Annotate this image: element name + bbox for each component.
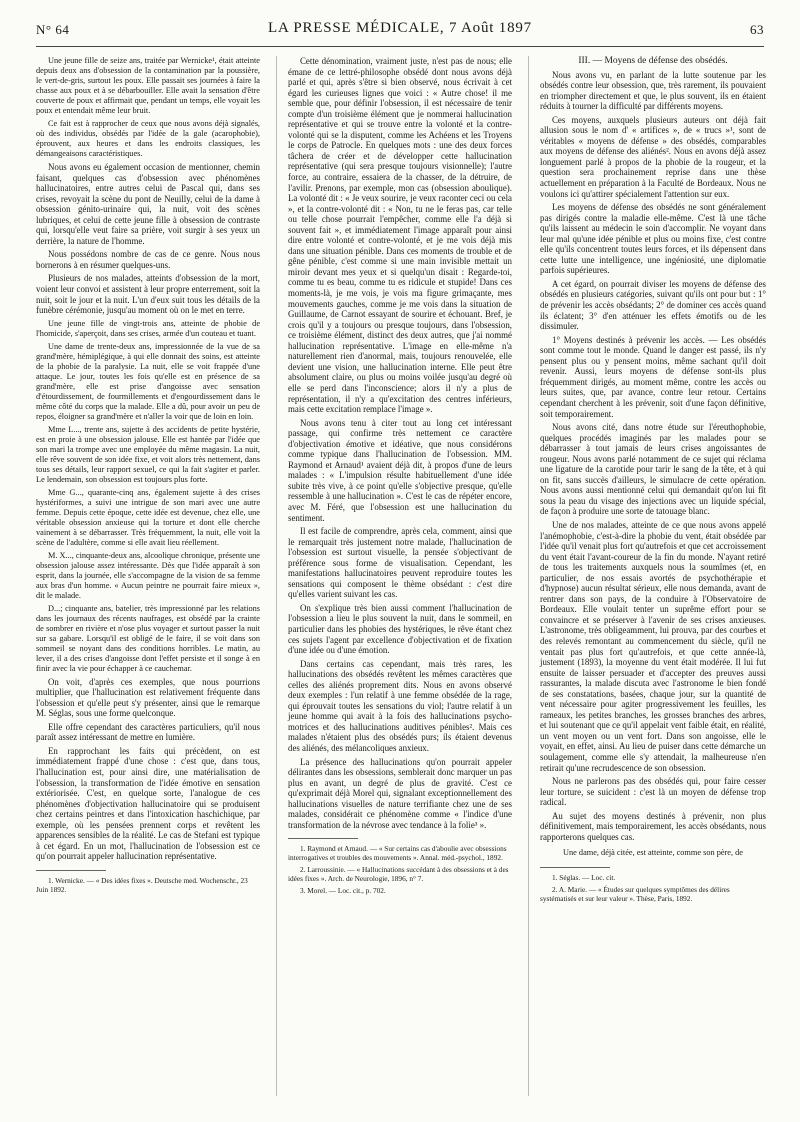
footnote: 1. Raymond et Arnaud. — « Sur certains cas d'aboulie avec obsessions interrogatives et troubles des mouvements ». Annal. méd.-psychol., 1892. <box>288 844 507 863</box>
case-report: Mme L..., trente ans, sujette à des accidents de petite hystérie, est en proie à une obsession jalouse. Elle est hantée par l'idée que son mari la trompe avec une employée du même magasin. La nuit, elle rêve souvent de son idée fixe, et voit alors très nettement, dans tous ses détails, leur rapport sexuel, ce qui la fait s'agiter et parler. Le lendemain, son obsession est toujours plus forte. <box>36 424 260 484</box>
paragraph: Nous avons cité, dans notre étude sur l'éreuthophobie, quelques procédés imaginés par les malades pour se débarrasser à tout jamais de leurs crises angoissantes de rougeur. Nous avons parlé notamment de ce sujet qui réclama une ligature de la carotide pour tarir le sang de la tête, et à qui on fit, sans succès d'ailleurs, le simulacre de cette opération. Nous avons aussi mentionné celui qui demandait qu'on lui fît sous la peau du visage des injections avec un liquide spécial, de façon à produire une sorte de tatouage blanc. <box>540 422 766 517</box>
paragraph: Nous possédons nombre de cas de ce genre. Nous nous bornerons à en résumer quelques-uns. <box>36 249 260 270</box>
paragraph: Plusieurs de nos malades, atteints d'obsession de la mort, voient leur convoi et assistent à leur propre enterrement, soit la nuit, soit le jour et la nuit. L'un d'eux suit tous les détails de la funèbre cérémonie, jusqu'au moment où on le met en terre. <box>36 273 260 316</box>
paragraph: Il est facile de comprendre, après cela, comment, ainsi que le remarquait très justement notre malade, l'hallucination de l'obsession est surtout visuelle, la pensée s'objectivant de préférence sous forme de visualisation. Cependant, les manifestations hallucinatoires peuvent reproduire toutes les sensations qui composent le thème obsédant : c'est dire qu'elles varient suivant les cas. <box>288 526 512 600</box>
paragraph: En rapprochant les faits qui précèdent, on est immédiatement frappé d'une chose : c'est que, dans tous, l'hallucination est, pour ainsi dire, une matérialisation de l'obsession, la transformation de l'idée émotive en sensation extériorisée. C'est, en quelque sorte, l'analogue de ces phénomènes d'objectivation hallucinatoire qui se produisent chez certains peintres et dans l'intoxication haschichique, par exemple, où les pensées prennent corps et revêtent les apparences sensibles de la réalité. Le cas de Stefani est typique à cet égard. En un mot, l'hallucination de l'obsession est ce qu'on pourrait appeler hallucination représentative. <box>36 745 260 862</box>
column-1 <box>36 56 260 894</box>
paragraph: Une de nos malades, atteinte de ce que nous avons appelé l'anémophobie, c'est-à-dire la phobie du vent, était obsédée par l'idée qu'il venait plus fort qu'autrefois et que cet accroissement du vent était l'avant-coureur de la fin du monde. N'ayant retiré de tous les traitements auxquels nous la soumîmes (et, en particulier, de nos essais avortés de psychothérapie et d'hypnose) aucun résultat sérieux, elle nous demanda, avant de rentrer dans son pays, de la conduire à l'Observatoire de Bordeaux. Elle voulait tenter un suprême effort pour se convaincre et se préserver à l'avenir de ses crises anxieuses. L'astronome, très obligeamment, lui prouva, par des courbes et des relevés remontant au commencement du siècle, qu'il ne ventait pas plus fort qu'autrefois, et que cette année-là, justement (1893), la moyenne du vent était modérée. Il lui fut ensuite de laisser persuader et d'accepter des preuves aussi rassurantes, la malade discuta avec l'astronome le bien fondé de ses constatations, basées, chaque jour, sur la quantité de vent nécessaire pour agiter progressivement les feuilles, les rameaux, les petites branches, les grosses branches des arbres, et lui soutenant que ce qu'il appelait vent faible était, en réalité, un vent moyen ou un vent fort. Dans son angoisse, elle le voyait, en effet, ainsi. Au lieu de puiser dans cette démarche un soulagement, comme elle s'y attendait, la malheureuse n'en retirait qu'une recrudescence de son obsession. <box>540 519 766 773</box>
column-divider <box>276 56 277 1096</box>
paragraph: Dans certains cas cependant, mais très rares, les hallucinations des obsédés revêtent les mêmes caractères que celles des aliénés proprement dits. Nous en avons observé deux exemples : l'un relatif à une femme obsédée de la rage, qui éprouvait toutes les sensations du viol; l'autre relatif à un jeune homme qui avait à la fois des hallucinations psycho-motrices et des hallucinations auditives pénibles². Mais ces malades n'étaient plus des obsédés purs; ils étaient devenus des aliénés, des mélancoliques anxieux. <box>288 658 512 753</box>
paragraph: Au sujet des moyens destinés à prévenir, non plus définitivement, mais temporairement, les accès obsédants, nous rapporterons quelques cas. <box>540 810 766 842</box>
footnote-rule <box>540 867 610 868</box>
page-header <box>36 20 764 44</box>
footnote: 2. Larroussinie. — « Hallucinations succédant à des obsessions et à des idées fixes ». Arch. de Neurologie, 1896, n° 7. <box>288 865 509 884</box>
page-number: 63 <box>750 22 764 37</box>
paragraph: Cette dénomination, vraiment juste, n'est pas de nous; elle émane de ce lettré-philosophe obsédé dont nous avons déjà parlé et qui, après s'être si bien observé, nous écrivait à cet égard les curieuses lignes que voici : « Autre chose! il me semble que, pour définir l'obsession, il est nécessaire de tenir compte d'un troisième élément que je nommerai hallucination représentative et qui se trouve entre la volonté et la contre-volonté qui se la disputent, comme les Achéens et les Troyens le corps de Patrocle. En quelques mots : une des deux forces tâchera de créer et de développer cette hallucination représentative (qui sera presque toujours visionnelle); l'autre force, au contraire, essaiera de la chasser, de la détruire, de l'avilir. Prenons, par exemple, mon cas (obsession aboulique). La volonté dit : « Je veux sourire, je veux raconter ceci ou cela », et la contre-volonté dit : « Non, tu ne le feras pas, car telle ou telle chose pourrait l'empêcher, comme elle l'a déjà si souvent fait », et immédiatement l'image apparaît pour ainsi dire entre volonté et contre-volonté, et je me vois déjà mis dans une situation pénible. Dans ces moments de trouble et de gêne pénible, c'est comme si une main invisible mettait un miroir devant mes yeux et si quelqu'un disait : Regarde-toi, comme tu es beau, comme tu es ridicule et stupide! Dans ces moments-là, je me vois, je vois ma figure grimaçante, mes mouvements gauches, comme je me vois dans la situation de Guillaume, de Carnot essayant de sourire et échouant. Bref, je crois qu'il y a toujours ou presque toujours, dans l'obsession, ce troisième élément, distinct des deux autres, que j'ai nommé hallucination représentative. L'image en elle-même n'a naturellement rien d'anormal, mais, toujours renouvelée, elle devient une vision, une hallucination interne. Elle peut être absolument claire, ou plus ou moins voilée jusqu'au degré où elle se perd dans l'inconscience; alors il n'y a plus de représentation, il n'y a qu'excitation des centres inférieurs, mais cette excitation remplace l'image ». <box>288 56 512 415</box>
paragraph: Nous avons tenu à citer tout au long cet intéressant passage, qui confirme très nettement ce caractère d'objectivation émotive et idéative, que nous considérons comme typique dans l'hallucination de l'obsession. MM. Raymond et Arnaud¹ avaient déjà dit, à propos d'une de leurs malades : « L'impulsion résulte habituellement d'une idée subite très vive, à ce point qu'elle s'objective presque, qu'elle ressemble à une hallucination ». C'est le cas de répéter encore, avec M. Féré, que l'obsession est une hallucination du sentiment. <box>288 417 512 523</box>
case-report: Une dame de trente-deux ans, impressionnée de la vue de sa grand'mère, hémiplégique, à qui elle donnait des soins, est atteinte de la phobie de la paralysie. La nuit, elle se voit frappée d'une attaque. Le jour, toutes les fois qu'elle est en présence de sa grand'mère, elle est prise d'angoisse avec sensation d'étourdissement, de fourmillements et d'engourdissement dans le même côté du corps que la malade. Elle a dû, pour avoir un peu de repos, éloigner sa grand'mère et n'aller la voir que de loin en loin. <box>36 341 260 421</box>
footnote-rule <box>36 870 106 871</box>
column-2 <box>288 56 512 895</box>
case-report: Mme G..., quarante-cinq ans, également sujette à des crises hystériformes, a suivi une intrigue de son mari avec une autre femme. Depuis cette époque, cette idée est devenue, chez elle, une véritable obsession anxieuse qui la torture et dont elle cherche vainement à se débarrasser. Très fréquemment, la nuit, elle voit la scène de l'adultère, comme si elle avait lieu réellement. <box>36 487 260 547</box>
footnote: 1. Séglas. — Loc. cit. <box>552 872 616 882</box>
issue-number: N° 64 <box>36 22 70 37</box>
footnote-rule <box>288 838 358 839</box>
paragraph: A cet égard, on pourrait diviser les moyens de défense des obsédés en plusieurs catégories, suivant qu'ils ont pour but : 1° de prévenir les accès obsédants; 2° de dominer ces accès quand ils éclatent; 3° d'en atténuer les effets émotifs ou de les dissimuler. <box>540 278 766 332</box>
section-title: III. — Moyens de défense des obsédés. <box>578 56 728 66</box>
paragraph: La présence des hallucinations qu'on pourrait appeler délirantes dans les obsessions, semblerait donc marquer un pas plus en avant, un degré de plus de gravité. C'est ce qu'exprimait déjà Morel qui, signalant exceptionnellement des hallucinations visuelles de nature terrifiante chez une de ses malades, considérait ce phénomène comme « l'indice d'une transformation de la névrose avec tendance à la folie³ ». <box>288 756 512 830</box>
footnote: 3. Morel. — Loc. cit., p. 702. <box>300 886 386 896</box>
header-rule <box>36 46 764 47</box>
paragraph: Elle offre cependant des caractères particuliers, qu'il nous paraît assez intéressant de mettre en lumière. <box>36 721 260 743</box>
paragraph: Nous avons vu, en parlant de la lutte soutenue par les obsédés contre leur obsession, que, très rarement, ils pouvaient en triompher directement et que, le plus souvent, ils en étaient réduits à tourner la difficulté par différents moyens. <box>540 69 766 112</box>
paragraph: Ce fait est à rapprocher de ceux que nous avons déjà signalés, où des individus, obsédés par l'idée de la gale (acarophobie), éprouvent, aux heures et dans les endroits classiques, les démangeaisons caractéristiques. <box>36 119 260 158</box>
paragraph: On s'explique très bien aussi comment l'hallucination de l'obsession a lieu le plus souvent la nuit, dans le sommeil, en particulier dans les phobies des hystériques, le rêve étant chez ces sujets l'agent par excellence d'objectivation et de fixation d'une idée ou d'une émotion. <box>288 602 512 656</box>
column-divider <box>528 56 529 1096</box>
case-intro: Une dame, déjà citée, est atteinte, comme son père, de <box>563 848 743 858</box>
paragraph: Nous ne parlerons pas des obsédés qui, pour faire cesser leur torture, se suicident : c'est là un moyen de défense trop radical. <box>540 776 766 808</box>
journal-title: LA PRESSE MÉDICALE, 7 Août 1897 <box>268 20 532 36</box>
column-3 <box>540 56 766 903</box>
paragraph: Nous avons eu également occasion de mentionner, chemin faisant, quelques cas d'obsession avec phénomènes hallucinatoires, entre autres celui de Pascal qui, dans ses crises, revoyait la scène du pont de Neuilly, celui de la dame à obsession génito-urinaire qui, la nuit, voit des scènes lubriques, et celui de cette jeune fille à obsession de contraste qui, lorsqu'elle veut faire sa prière, voit surgir à ses yeux un derrière, la nature de l'homme. <box>36 162 260 246</box>
paragraph: On voit, d'après ces exemples, que nous pourrions multiplier, que l'hallucination est relativement fréquente dans l'obsession et qu'elle peut s'y présenter, ainsi que le remarque M. Séglas, sous une forme quelconque. <box>36 676 260 719</box>
paragraph: 1° Moyens destinés à prévenir les accès. — Les obsédés sont comme tout le monde. Quand le danger est passé, ils n'y pensent plus ou y pensent moins, même sachant qu'il doit revenir. Aussi, leurs moyens de défense sont-ils plus fréquemment dirigés, au moment même, contre les accès ou leurs suites, que, par avance, contre leur retour. Certains cependant cherchent à les prévenir, soit d'une façon définitive, soit temporairement. <box>540 334 766 419</box>
case-report: D...; cinquante ans, batelier, très impressionné par les relations dans les journaux des récents naufrages, est obsédé par la crainte de sombrer en rivière et n'ose plus voyager et surtout passer la nuit sur sa gabare. Lorsqu'il est obligé de le faire, il se voit dans son sommeil se noyant dans des conditions horribles. Le matin, au lever, il a des crises d'angoisse dont l'effet persiste et il songe à en finir avec la vie pour échapper à ce cauchemar. <box>36 603 260 673</box>
paragraph: Ces moyens, auxquels plusieurs auteurs ont déjà fait allusion sous le nom d' « artifices », de « trucs »¹, sont de véritables « moyens de défense » des obsédés, comparables aux moyens de défense des aliénés². Nous en avons déjà assez longuement parlé à propos de la phobie de la rougeur, et la question sera prochainement reprise dans une thèse actuellement en préparation à la Faculté de Bordeaux. Nous ne voulons ici qu'attirer spécialement l'attention sur eux. <box>540 114 766 199</box>
case-report: M. X..., cinquante-deux ans, alcoolique chronique, présente une obsession jalouse assez intéressante. Dès que l'idée apparaît à son esprit, dans la journée, elle s'accompagne de la vision de sa femme aux bras d'un homme. « Aucun peintre ne pourrait faire mieux », dit le malade. <box>36 550 260 600</box>
paragraph: Les moyens de défense des obsédés ne sont généralement pas dirigés contre la maladie elle-même. C'est là une tâche qu'ils laissent au médecin le soin d'accomplir. Ne voyant dans leur mal qu'une idée pénible et plus ou moins fixe, c'est contre elle qu'ils concentrent toutes leurs forces, et ils dépensent dans cette lutte une intelligence, une ingéniosité, une diplomatie parfois supérieures. <box>540 202 766 276</box>
footnote: 1. Wernicke. — « Des idées fixes ». Deutsche med. Wochenschr., 23 Juin 1892. <box>36 875 248 894</box>
case-report: Une jeune fille de vingt-trois ans, atteinte de phobie de l'homicide, s'aperçoit, dans ses crises, armée d'un couteau et tuant. <box>36 318 260 338</box>
paragraph: Une jeune fille de seize ans, traitée par Wernicke¹, était atteinte depuis deux ans d'obsession de la contamination par la poussière, le vert-de-gris, surtout les poux. Elle passait ses journées à faire la chasse aux poux et à se débarbouiller. Elle avait la sensation d'être couverte de poux et affirmait que, pendant un temps, elle voyait les poux et entendait même leur bruit. <box>36 56 260 115</box>
footnote: 2. A. Marie. — « Études sur quelques symptômes des délires systématisés et sur leur valeur ». Thèse, Paris, 1892. <box>540 884 730 903</box>
